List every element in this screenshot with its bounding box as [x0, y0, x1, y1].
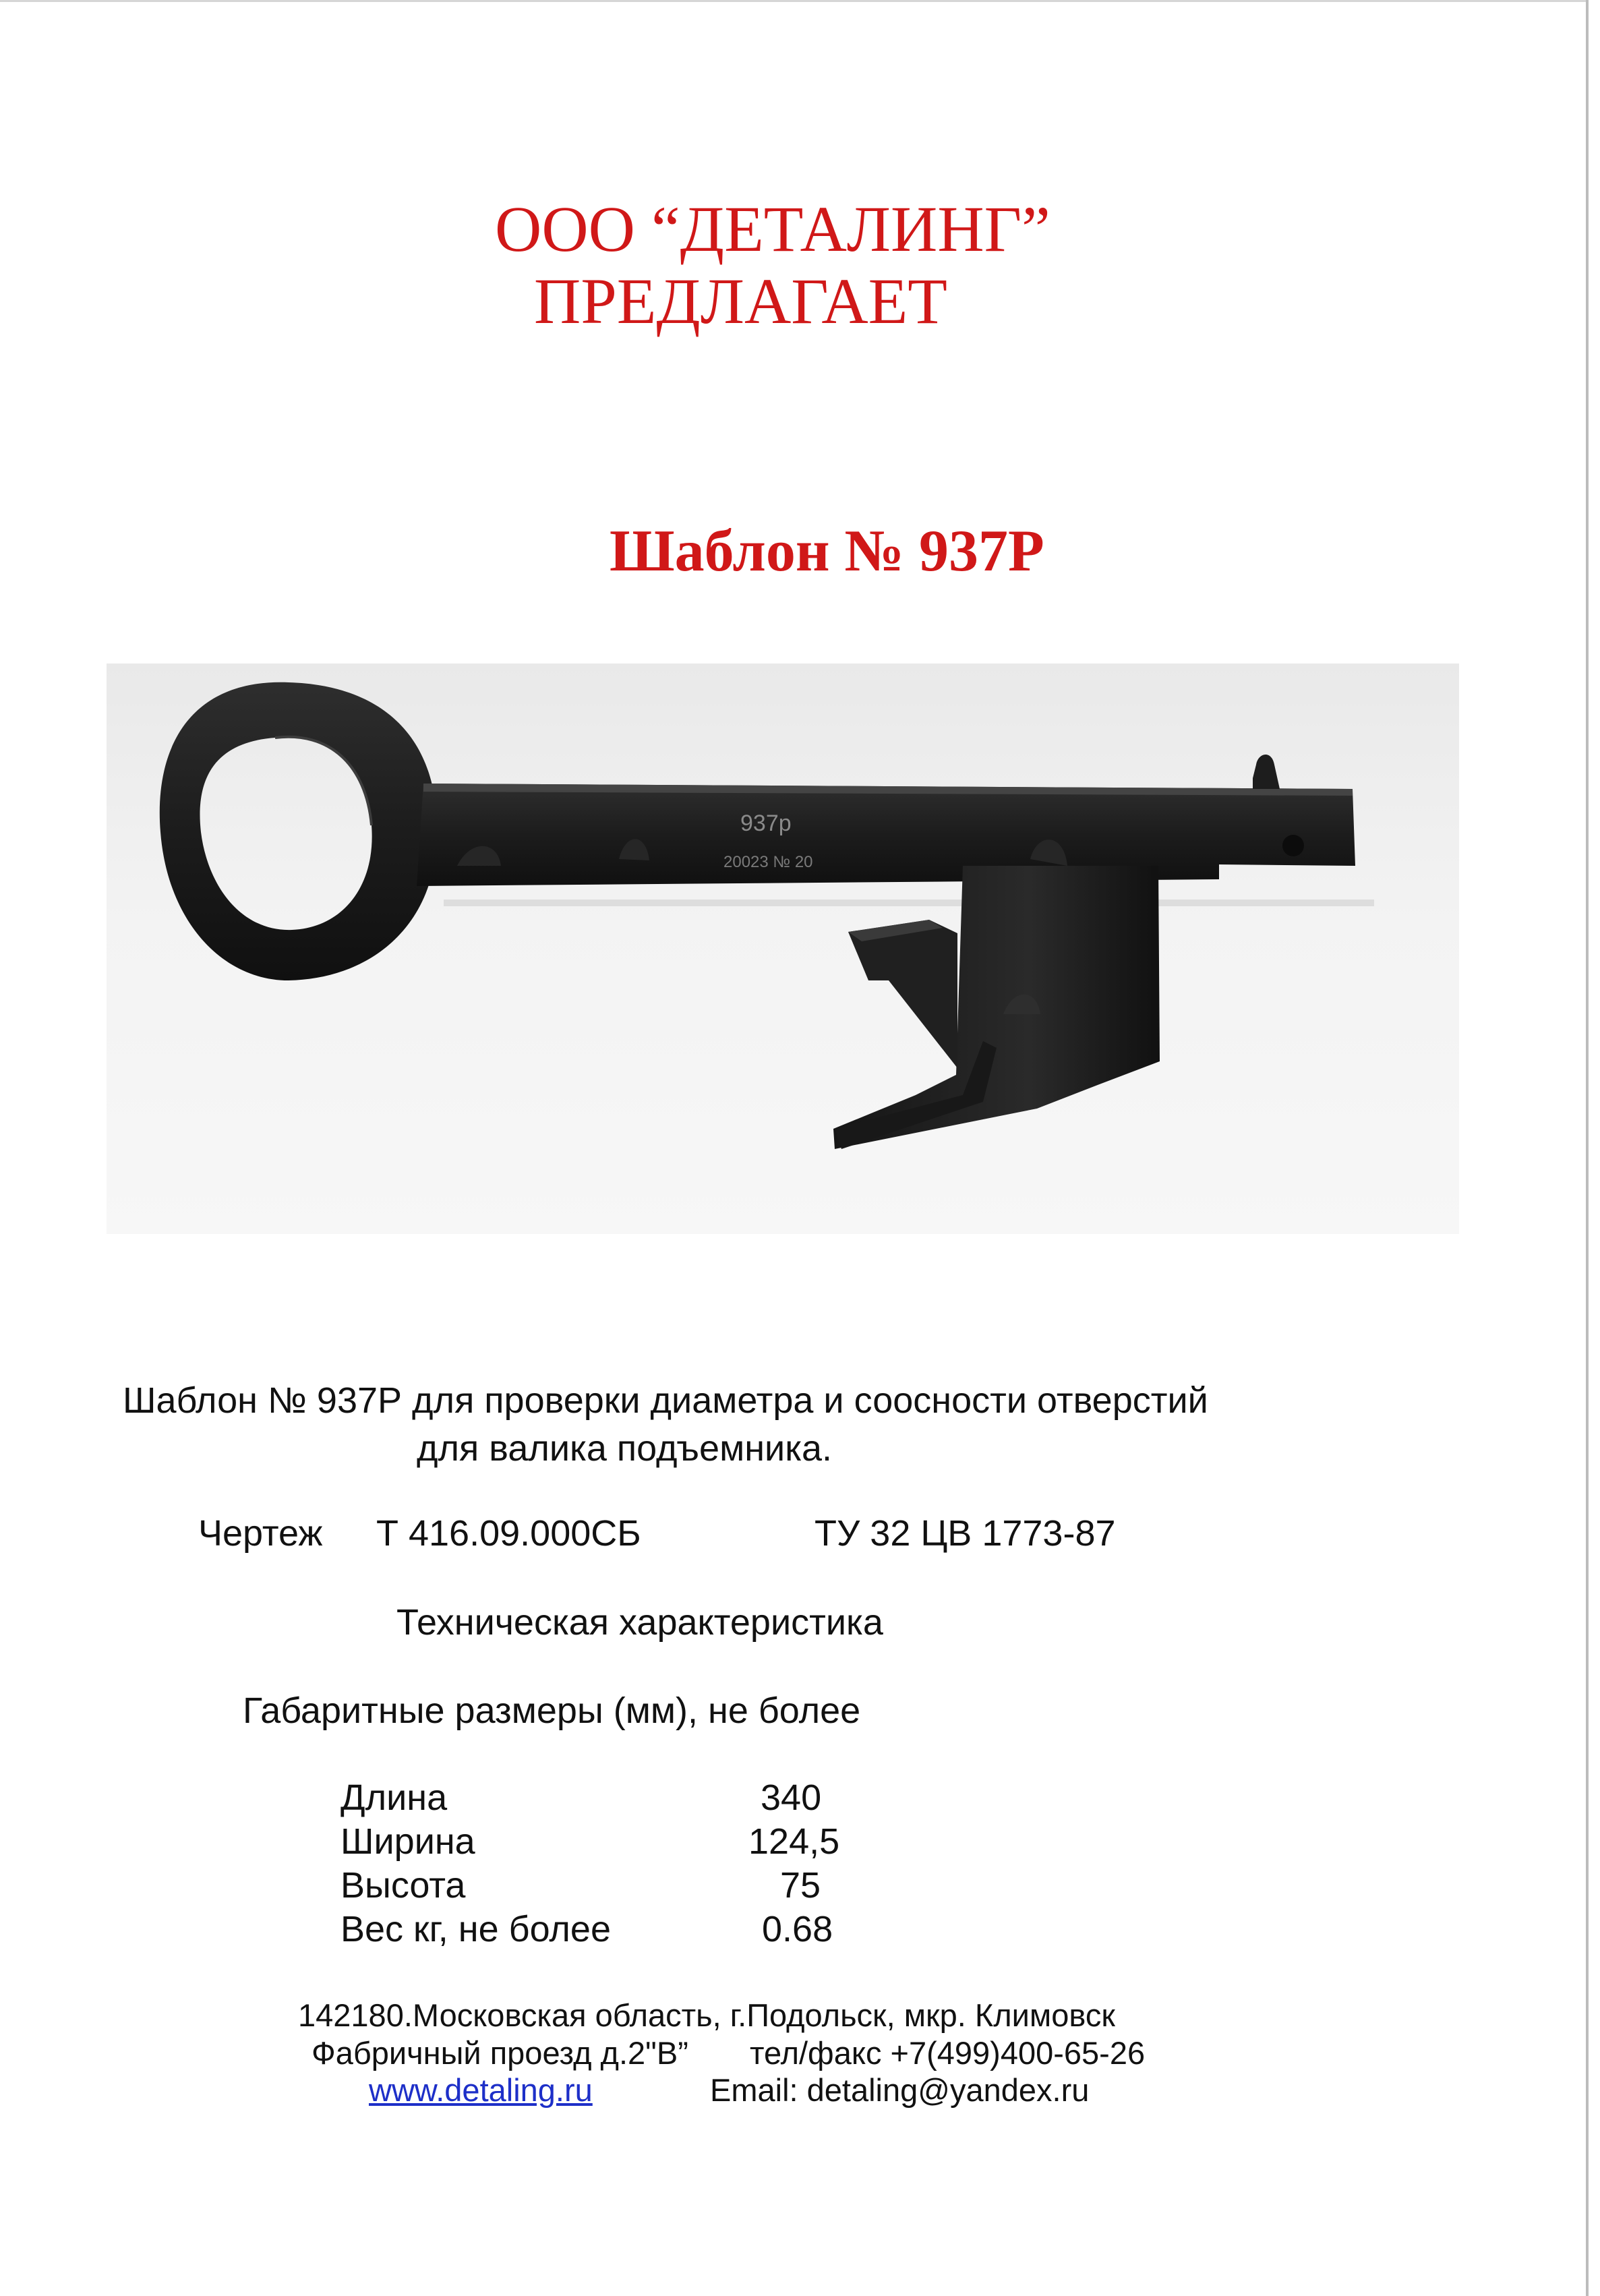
spec-value-width: 124,5	[748, 1821, 840, 1862]
engraving-model: 937р	[740, 811, 792, 836]
description-line1: Шаблон № 937Р для проверки диаметра и соосности отверстий	[123, 1380, 1208, 1421]
company-offers: ПРЕДЛАГАЕТ	[534, 265, 947, 337]
spec-value-length: 340	[761, 1777, 822, 1818]
company-name: ООО “ДЕТАЛИНГ”	[495, 193, 1050, 265]
dimensions-heading: Габаритные размеры (мм), не более	[243, 1690, 861, 1731]
drawing-number: Т 416.09.000СБ	[376, 1513, 641, 1554]
product-title: Шаблон № 937Р	[610, 519, 1044, 584]
engraving-serial: 20023 № 20	[723, 853, 813, 871]
drawing-label: Чертеж	[198, 1513, 323, 1554]
product-photo	[107, 664, 1459, 1234]
fork-body	[833, 866, 1160, 1149]
tu-number: ТУ 32 ЦВ 1773-87	[814, 1513, 1116, 1554]
email-text: Email: detaling@yandex.ru	[710, 2072, 1090, 2108]
ring-handle	[160, 682, 437, 980]
spec-label-weight: Вес кг, не более	[340, 1909, 611, 1949]
description-line2: для валика подъемника.	[417, 1428, 833, 1469]
spec-value-height: 75	[780, 1865, 821, 1906]
spec-label-height: Высота	[340, 1865, 466, 1906]
website-link[interactable]: www.detaling.ru	[369, 2072, 593, 2108]
spec-heading: Техническая характеристика	[396, 1602, 883, 1643]
shadow	[444, 900, 1374, 906]
spec-label-length: Длина	[340, 1777, 448, 1818]
address-line1: 142180.Московская область, г.Подольск, мкр. Климовск	[298, 1997, 1115, 2033]
template-tool-illustration	[107, 664, 1459, 1234]
spec-value-weight: 0.68	[762, 1909, 833, 1949]
phone-fax: тел/факс +7(499)400-65-26	[750, 2035, 1146, 2071]
main-bar	[417, 755, 1355, 886]
spec-label-width: Ширина	[340, 1821, 475, 1862]
address-line2: Фабричный проезд д.2"В”	[312, 2035, 688, 2071]
page-border-top	[0, 0, 1589, 2]
page-border-right	[1586, 0, 1589, 2296]
